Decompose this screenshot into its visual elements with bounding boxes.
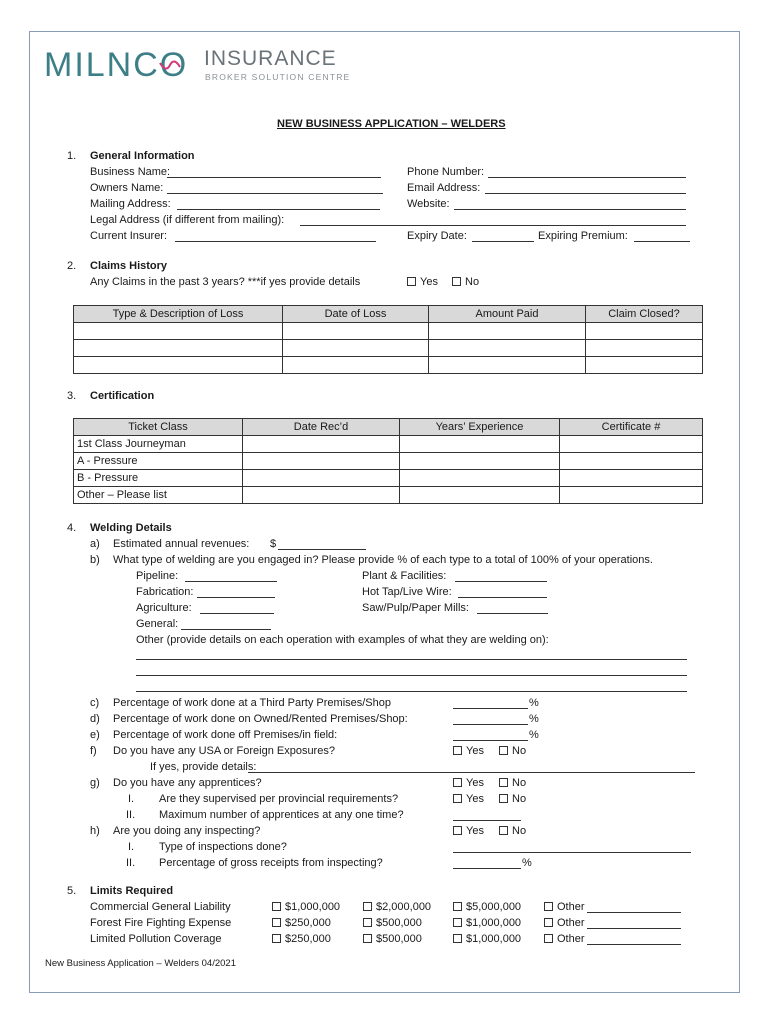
section-2-heading: Claims History (90, 260, 168, 272)
revenues-label: Estimated annual revenues: (113, 538, 250, 550)
table-cell[interactable] (74, 340, 283, 357)
table-header: Amount Paid (429, 306, 586, 323)
limit-option-other[interactable]: Other (544, 916, 585, 930)
limit-other-field[interactable] (587, 918, 681, 929)
section-2-number: 2. (67, 260, 77, 272)
limit-option[interactable]: $1,000,000 (453, 916, 521, 930)
item-h1-numeral: I. (128, 841, 135, 853)
limit-option[interactable]: $250,000 (272, 932, 331, 946)
checkbox-icon (453, 902, 462, 911)
apprentices-no-option[interactable]: No (499, 776, 526, 790)
limit-other-field[interactable] (587, 902, 681, 913)
inspecting-no-option[interactable]: No (499, 824, 526, 838)
other-details-line-1[interactable] (136, 649, 687, 660)
plant-label: Plant & Facilities: (362, 570, 447, 582)
apprentices-yes-option[interactable]: Yes (453, 776, 484, 790)
table-cell[interactable] (283, 357, 429, 374)
business-name-label: Business Name: (90, 166, 171, 178)
table-header: Date Rec’d (243, 419, 400, 436)
claims-question: Any Claims in the past 3 years? ***if yes provide details (90, 276, 361, 288)
table-header: Date of Loss (283, 306, 429, 323)
foreign-yes-option[interactable]: Yes (453, 744, 484, 758)
table-cell[interactable] (400, 453, 560, 470)
page-footer: New Business Application – Welders 04/2021 (45, 958, 236, 969)
percent-sign: % (522, 857, 532, 869)
hottap-field[interactable] (458, 587, 547, 598)
table-row (74, 323, 703, 340)
off-premises-label: Percentage of work done off Premises/in field: (113, 729, 338, 741)
inspection-types-question: Type of inspections done? (159, 841, 287, 853)
mailing-address-label: Mailing Address: (90, 198, 171, 210)
checkbox-icon (453, 778, 462, 787)
sawpulp-field[interactable] (477, 603, 548, 614)
percent-sign: % (529, 697, 539, 709)
foreign-no-option[interactable]: No (499, 744, 526, 758)
email-label: Email Address: (407, 182, 481, 194)
table-cell[interactable] (429, 340, 586, 357)
checkbox-icon (453, 746, 462, 755)
logo-subtitle: BROKER SOLUTION CENTRE (205, 72, 351, 82)
checkbox-icon (363, 918, 372, 927)
table-cell[interactable] (400, 470, 560, 487)
table-header: Years’ Experience (400, 419, 560, 436)
ticket-class-cell: Other – Please list (74, 487, 243, 504)
checkbox-icon (453, 794, 462, 803)
table-cell[interactable] (400, 436, 560, 453)
item-h2-numeral: II. (126, 857, 136, 869)
expiry-date-field[interactable] (472, 231, 534, 242)
table-header: Type & Description of Loss (74, 306, 283, 323)
website-field[interactable] (454, 199, 686, 210)
table-row (74, 470, 703, 487)
current-insurer-label: Current Insurer: (90, 230, 168, 242)
revenues-dollar: $ (270, 538, 277, 550)
checkbox-icon (272, 934, 281, 943)
owners-name-field[interactable] (167, 183, 383, 194)
checkbox-icon (363, 902, 372, 911)
table-cell[interactable] (243, 436, 400, 453)
expiring-premium-field[interactable] (634, 231, 690, 242)
document-page (29, 31, 740, 993)
item-e-letter: e) (90, 729, 100, 741)
checkbox-icon (453, 918, 462, 927)
table-cell[interactable] (243, 453, 400, 470)
max-apprentices-question: Maximum number of apprentices at any one time? (159, 809, 404, 821)
limit-option[interactable]: $500,000 (363, 932, 422, 946)
limit-row-label: Limited Pollution Coverage (90, 933, 222, 945)
logo-insurance: INSURANCE (204, 47, 337, 70)
agriculture-label: Agriculture: (136, 602, 192, 614)
checkbox-icon (544, 918, 553, 927)
claims-yes-option[interactable]: Yes (407, 275, 438, 289)
inspecting-yes-option[interactable]: Yes (453, 824, 484, 838)
mailing-address-field[interactable] (177, 199, 380, 210)
hottap-label: Hot Tap/Live Wire: (362, 586, 452, 598)
section-4-heading: Welding Details (90, 522, 172, 534)
claims-table (73, 305, 703, 374)
table-row (74, 453, 703, 470)
checkbox-icon (544, 934, 553, 943)
table-cell[interactable] (243, 487, 400, 504)
general-label: General: (136, 618, 179, 630)
supervised-yes-option[interactable]: Yes (453, 792, 484, 806)
supervised-no-option[interactable]: No (499, 792, 526, 806)
legal-address-field[interactable] (300, 215, 686, 226)
table-cell[interactable] (586, 357, 703, 374)
inspecting-question: Are you doing any inspecting? (113, 825, 261, 837)
table-row (74, 357, 703, 374)
item-g-letter: g) (90, 777, 100, 789)
off-premises-field[interactable] (453, 730, 528, 741)
logo-swoosh-icon (158, 59, 182, 73)
third-party-field[interactable] (453, 698, 528, 709)
section-5-heading: Limits Required (90, 885, 174, 897)
fabrication-label: Fabrication: (136, 586, 194, 598)
section-3-heading: Certification (90, 390, 155, 402)
checkbox-icon (544, 902, 553, 911)
percent-sign: % (529, 713, 539, 725)
table-cell[interactable] (74, 357, 283, 374)
limit-option[interactable]: $1,000,000 (272, 900, 340, 914)
limit-row-label: Forest Fire Fighting Expense (90, 917, 232, 929)
section-5-number: 5. (67, 885, 77, 897)
section-1-heading: General Information (90, 150, 195, 162)
third-party-label: Percentage of work done at a Third Party Premises/Shop (113, 697, 391, 709)
other-details-line-3[interactable] (136, 681, 687, 692)
inspecting-receipts-field[interactable] (453, 858, 521, 869)
supervised-question: Are they supervised per provincial requirements? (159, 793, 399, 805)
owned-premises-field[interactable] (453, 714, 528, 725)
table-cell[interactable] (74, 323, 283, 340)
current-insurer-field[interactable] (175, 231, 376, 242)
table-header: Claim Closed? (586, 306, 703, 323)
expiry-date-label: Expiry Date: (407, 230, 467, 242)
ticket-class-cell: B - Pressure (74, 470, 243, 487)
item-g1-numeral: I. (128, 793, 135, 805)
percent-sign: % (529, 729, 539, 741)
inspecting-receipts-question: Percentage of gross receipts from inspecting? (159, 857, 383, 869)
agriculture-field[interactable] (200, 603, 274, 614)
business-name-field[interactable] (167, 167, 381, 178)
section-3-number: 3. (67, 390, 77, 402)
table-row (74, 487, 703, 504)
table-cell[interactable] (283, 323, 429, 340)
sawpulp-label: Saw/Pulp/Paper Mills: (362, 602, 469, 614)
limit-option[interactable]: $2,000,000 (363, 900, 431, 914)
certification-table (73, 418, 703, 504)
limit-row-label: Commercial General Liability (90, 901, 231, 913)
table-cell[interactable] (429, 357, 586, 374)
table-row (74, 340, 703, 357)
checkbox-icon (453, 934, 462, 943)
logo-o: O (159, 46, 189, 84)
other-details-line-2[interactable] (136, 665, 687, 676)
item-g2-numeral: II. (126, 809, 136, 821)
checkbox-icon (407, 277, 416, 286)
welding-type-question: What type of welding are you engaged in? Please provide % of each type to a total of 100% of your operations. (113, 554, 653, 566)
foreign-details-label: If yes, provide details: (150, 761, 257, 773)
item-f-letter: f) (90, 745, 97, 757)
limit-option[interactable]: $1,000,000 (453, 932, 521, 946)
table-row (74, 436, 703, 453)
limit-option-other[interactable]: Other (544, 932, 585, 946)
limit-option[interactable]: $5,000,000 (453, 900, 521, 914)
table-cell[interactable] (586, 340, 703, 357)
table-cell[interactable] (560, 470, 703, 487)
table-header-row (74, 419, 703, 436)
checkbox-icon (363, 934, 372, 943)
expiring-premium-label: Expiring Premium: (538, 230, 628, 242)
section-4-number: 4. (67, 522, 77, 534)
table-cell[interactable] (560, 453, 703, 470)
checkbox-icon (452, 277, 461, 286)
phone-field[interactable] (488, 167, 686, 178)
table-cell[interactable] (560, 436, 703, 453)
checkbox-icon (272, 918, 281, 927)
owned-premises-label: Percentage of work done on Owned/Rented Premises/Shop: (113, 713, 408, 725)
page-title: NEW BUSINESS APPLICATION – WELDERS (277, 118, 506, 130)
claims-no-option[interactable]: No (452, 275, 479, 289)
table-cell[interactable] (560, 487, 703, 504)
item-b-letter: b) (90, 554, 100, 566)
general-field[interactable] (181, 619, 271, 630)
checkbox-icon (499, 826, 508, 835)
checkbox-icon (499, 778, 508, 787)
limit-option[interactable]: $500,000 (363, 916, 422, 930)
inspection-types-field[interactable] (453, 842, 691, 853)
item-h-letter: h) (90, 825, 100, 837)
checkbox-icon (453, 826, 462, 835)
foreign-details-field[interactable] (248, 762, 695, 773)
table-cell[interactable] (586, 323, 703, 340)
revenues-field[interactable] (278, 539, 366, 550)
apprentices-question: Do you have any apprentices? (113, 777, 262, 789)
max-apprentices-field[interactable] (453, 810, 521, 821)
table-cell[interactable] (429, 323, 586, 340)
pipeline-label: Pipeline: (136, 570, 179, 582)
foreign-exposure-question: Do you have any USA or Foreign Exposures? (113, 745, 335, 757)
ticket-class-cell: 1st Class Journeyman (74, 436, 243, 453)
table-header-row (74, 306, 703, 323)
table-header: Ticket Class (74, 419, 243, 436)
website-label: Website: (407, 198, 450, 210)
table-header: Certificate # (560, 419, 703, 436)
fabrication-field[interactable] (197, 587, 275, 598)
item-a-letter: a) (90, 538, 100, 550)
owners-name-label: Owners Name: (90, 182, 164, 194)
logo-milnco: MILNCO (44, 46, 189, 84)
item-c-letter: c) (90, 697, 100, 709)
section-1-number: 1. (67, 150, 77, 162)
checkbox-icon (499, 746, 508, 755)
ticket-class-cell: A - Pressure (74, 453, 243, 470)
table-cell[interactable] (243, 470, 400, 487)
email-field[interactable] (485, 183, 686, 194)
pipeline-field[interactable] (185, 571, 277, 582)
other-operations-label: Other (provide details on each operation with examples of what they are welding on): (136, 634, 549, 646)
checkbox-icon (499, 794, 508, 803)
checkbox-icon (272, 902, 281, 911)
item-d-letter: d) (90, 713, 100, 725)
limit-option[interactable]: $250,000 (272, 916, 331, 930)
table-cell[interactable] (400, 487, 560, 504)
plant-field[interactable] (455, 571, 547, 582)
limit-option-other[interactable]: Other (544, 900, 585, 914)
phone-label: Phone Number: (407, 166, 485, 178)
limit-other-field[interactable] (587, 934, 681, 945)
table-cell[interactable] (283, 340, 429, 357)
legal-address-label: Legal Address (if different from mailing): (90, 214, 285, 226)
